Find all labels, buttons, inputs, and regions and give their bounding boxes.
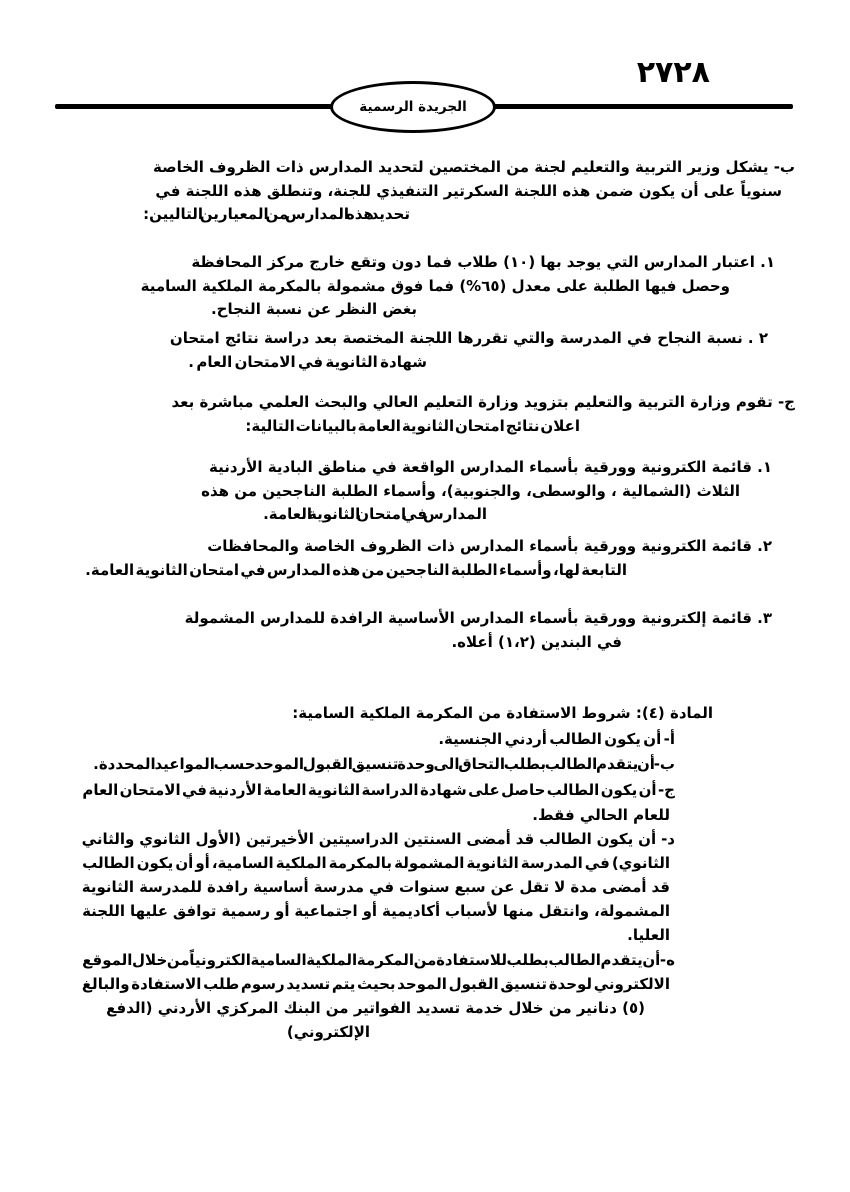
para-b-line: ب- يشكل وزير التربية والتعليم لجنة من المختصين لتحديد المدارس ذات الظروف الخاصة (153, 158, 795, 176)
list-item-3-line: في البندين (١،٢) أعلاه. (451, 633, 622, 651)
list-item-3-line: ٣. قائمة إلكترونية وورقية بأسماء المدارس الأساسية الرافدة للمدارس المشمولة (184, 609, 772, 627)
para-b-line: سنوياً على أن يكون ضمن هذه اللجنة السكرتير التنفيذي للجنة، وتنطلق هذه اللجنة في (155, 182, 782, 200)
condition-d-line: العليا. (627, 926, 670, 944)
list-item-1-line: ١. قائمة الكترونية وورقية بأسماء المدارس الواقعة في مناطق البادية الأردنية (209, 458, 772, 476)
condition-d-line: المشمولة، وانتقل منها لأسباب أكاديمية أو اجتماعية أو رسمية توافق عليها اللجنة (82, 902, 670, 920)
list-item-2-line: التابعة لها، وأسماء الطلبة الناجحين من هذه المدارس في امتحان الثانوية العامة. (85, 561, 627, 579)
condition-d-line: قد أمضى مدة لا تقل عن سبع سنوات في مدرسة أساسية رافدة للمدرسة الثانوية (81, 878, 670, 896)
condition-j-line: للعام الحالي فقط. (532, 806, 670, 824)
para-j-line: ج- تقوم وزارة التربية والتعليم بتزويد وزارة التعليم العالي والبحث العلمي مباشرة بعد (171, 393, 795, 411)
para-b-line: تحديد هذه المدارس من المعيارين التاليين: (143, 205, 410, 223)
criterion-2-line: ٢ . نسبة النجاح في المدرسة والتي تقررها اللجنة المختصة بعد دراسة نتائج امتحان (169, 329, 768, 347)
criterion-2-line: شهادة الثانوية في الامتحان العام . (188, 353, 427, 371)
condition-d-line: الثانوي) في المدرسة الثانوية المشمولة بالمكرمة الملكية السامية، أو أن يكون الطالب (82, 854, 670, 872)
condition-a: أ- أن يكون الطالب أردني الجنسية. (438, 730, 675, 748)
condition-h-line: ه- أن يتقدم الطالب بطلب للاستفادة من المكرمة الملكية السامية الكترونياً من خلال الموقع (82, 951, 675, 969)
condition-d-line: د- أن يكون الطالب قد أمضى السنتين الدراسيتين الأخيرتين (الأول الثانوي والثاني (81, 830, 675, 848)
criterion-1-line: بغض النظر عن نسبة النجاح. (210, 300, 417, 318)
list-item-1-line: الثلاث (الشمالية ، والوسطى، والجنوبية)، وأسماء الطلبة الناجحين من هذه (201, 482, 740, 500)
page-number: ٢٧٢٨ (636, 55, 710, 90)
criterion-1-line: ١. اعتبار المدارس التي يوجد بها (١٠) طلاب فما دون وتقع خارج مركز المحافظة (191, 253, 775, 271)
condition-h-line: (٥) دنانير من خلال خدمة تسديد الفواتير من البنك المركزي الأردني (الدفع (106, 999, 645, 1017)
condition-h-line: الالكتروني لوحدة تنسيق القبول الموحد بحيث يتم تسديد رسوم طلب الاستفادة والبالغ (81, 975, 670, 993)
list-item-1-line: المدارس في امتحان الثانوية العامة. (263, 505, 487, 523)
gazette-title: الجريدة الرسمية (359, 99, 467, 115)
criterion-1-line: وحصل فيها الطلبة على معدل (٦٥%) فما فوق مشمولة بالمكرمة الملكية السامية (140, 277, 730, 295)
list-item-2-line: ٢. قائمة الكترونية وورقية بأسماء المدارس ذات الظروف الخاصة والمحافظات (207, 537, 772, 555)
article-4-heading: المادة (٤): شروط الاستفادة من المكرمة الملكية السامية: (292, 704, 713, 722)
condition-b: ب- أن يتقدم الطالب بطلب التحاق الى وحدة تنسيق القبول الموحد حسب المواعيد المحددة. (93, 755, 675, 773)
para-j-line: اعلان نتائج امتحان الثانوية العامة بالبيانات التالية: (245, 417, 580, 435)
gazette-seal (330, 81, 496, 133)
condition-h-line: الإلكتروني) (286, 1023, 370, 1041)
condition-j-line: ج- أن يكون الطالب حاصل على شهادة الدراسة الثانوية العامة الأردنية في الامتحان العام (82, 781, 675, 799)
